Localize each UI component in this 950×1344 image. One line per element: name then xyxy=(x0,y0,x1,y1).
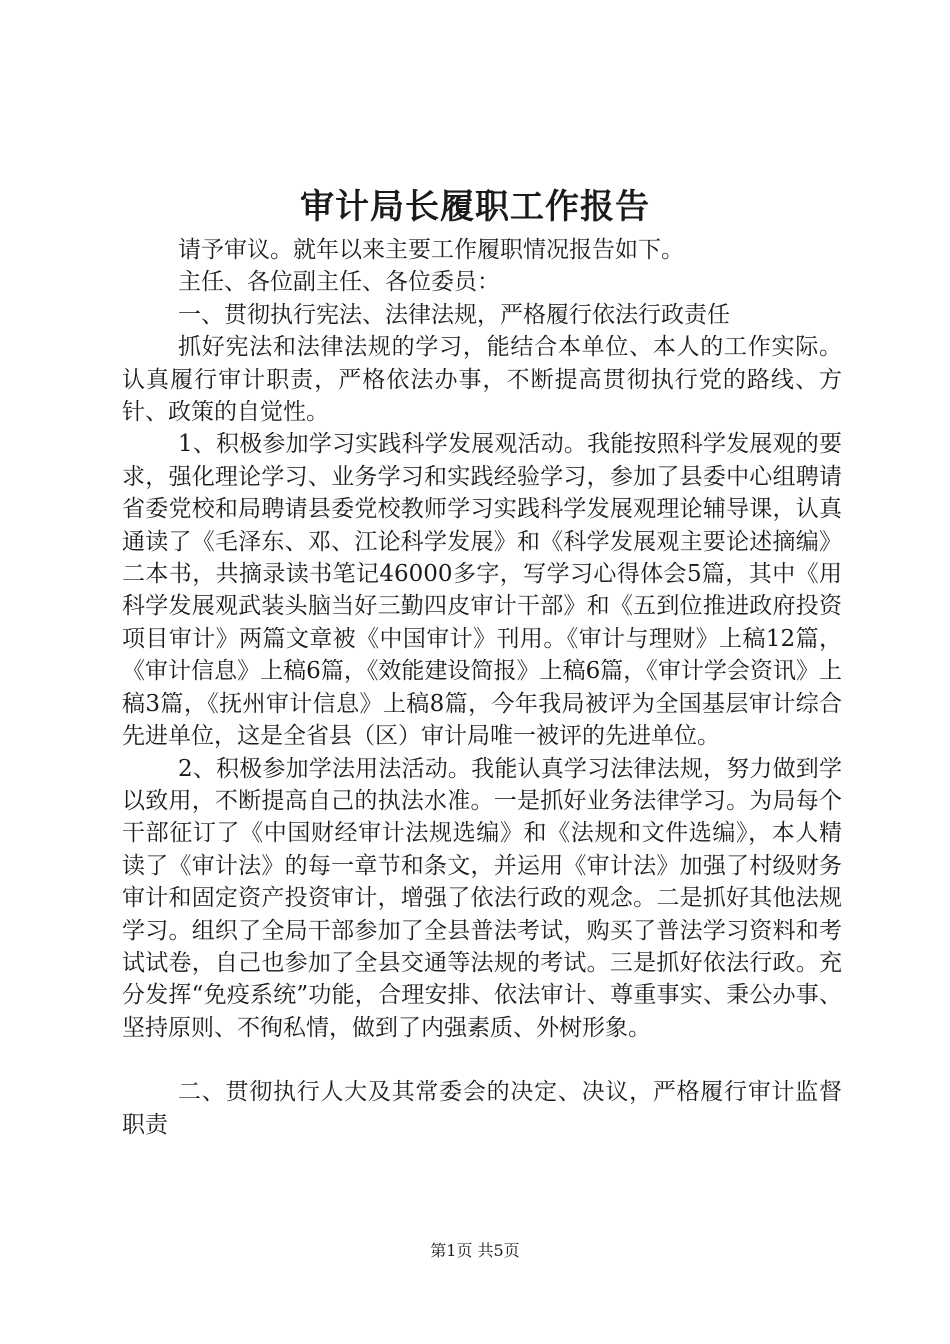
page-footer: 第1页 共5页 xyxy=(430,1241,520,1260)
document-body xyxy=(122,234,842,1141)
paragraph-item-2: 2、积极参加学法用法活动。我能认真学习法律法规，努力做到学以致用，不断提高自己的执法水准。一是抓好业务法律学习。为局每个干部征订了《中国财经审计法规选编》和《法规和文件选编》，本人精读了《审计法》的每一章节和条文，并运用《审计法》加强了村级财务审计和固定资产投资审计，增强了依法行政的观念。二是抓好其他法规学习。组织了全局干部参加了全县普法考试，购买了普法学习资料和考试试卷，自己也参加了全县交通等法规的考试。三是抓好依法行政。充分发挥“免疫系统”功能，合理安排、依法审计、尊重事实、秉公办事、坚持原则、不徇私情，做到了内强素质、外树形象。 xyxy=(122,755,842,1041)
section-heading-2: 二、贯彻执行人大及其常委会的决定、决议，严格履行审计监督职责 xyxy=(122,1079,842,1138)
document-title: 审计局长履职工作报告 xyxy=(300,187,650,227)
paragraph-section-1-summary: 抓好宪法和法律法规的学习，能结合本单位、本人的工作实际。认真履行审计职责，严格依法办事，不断提高贯彻执行党的路线、方针、政策的自觉性。 xyxy=(122,334,842,426)
paragraph-item-1: 1、积极参加学习实践科学发展观活动。我能按照科学发展观的要求，强化理论学习、业务学习和实践经验学习，参加了县委中心组聘请省委党校和局聘请县委党校教师学习实践科学发展观理论辅导课，认真通读了《毛泽东、邓、江论科学发展》和《科学发展观主要论述摘编》二本书，共摘录读书笔记46000多字，写学习心得体会5篇，其中《用科学发展观武装头脑当好三勤四皮审计干部》和《五到位推进政府投资项目审计》两篇文章被《中国审计》刊用。《审计与理财》上稿12篇，《审计信息》上稿6篇，《效能建设简报》上稿6篇，《审计学会资讯》上稿3篇，《抚州审计信息》上稿8篇，今年我局被评为全国基层审计综合先进单位，这是全省县（区）审计局唯一被评的先进单位。 xyxy=(122,431,842,750)
paragraph-intro: 请予审议。就年以来主要工作履职情况报告如下。 xyxy=(178,237,684,263)
paragraph-salutation: 主任、各位副主任、各位委员： xyxy=(178,269,500,296)
section-heading-1: 一、贯彻执行宪法、法律法规，严格履行依法行政责任 xyxy=(178,301,730,328)
